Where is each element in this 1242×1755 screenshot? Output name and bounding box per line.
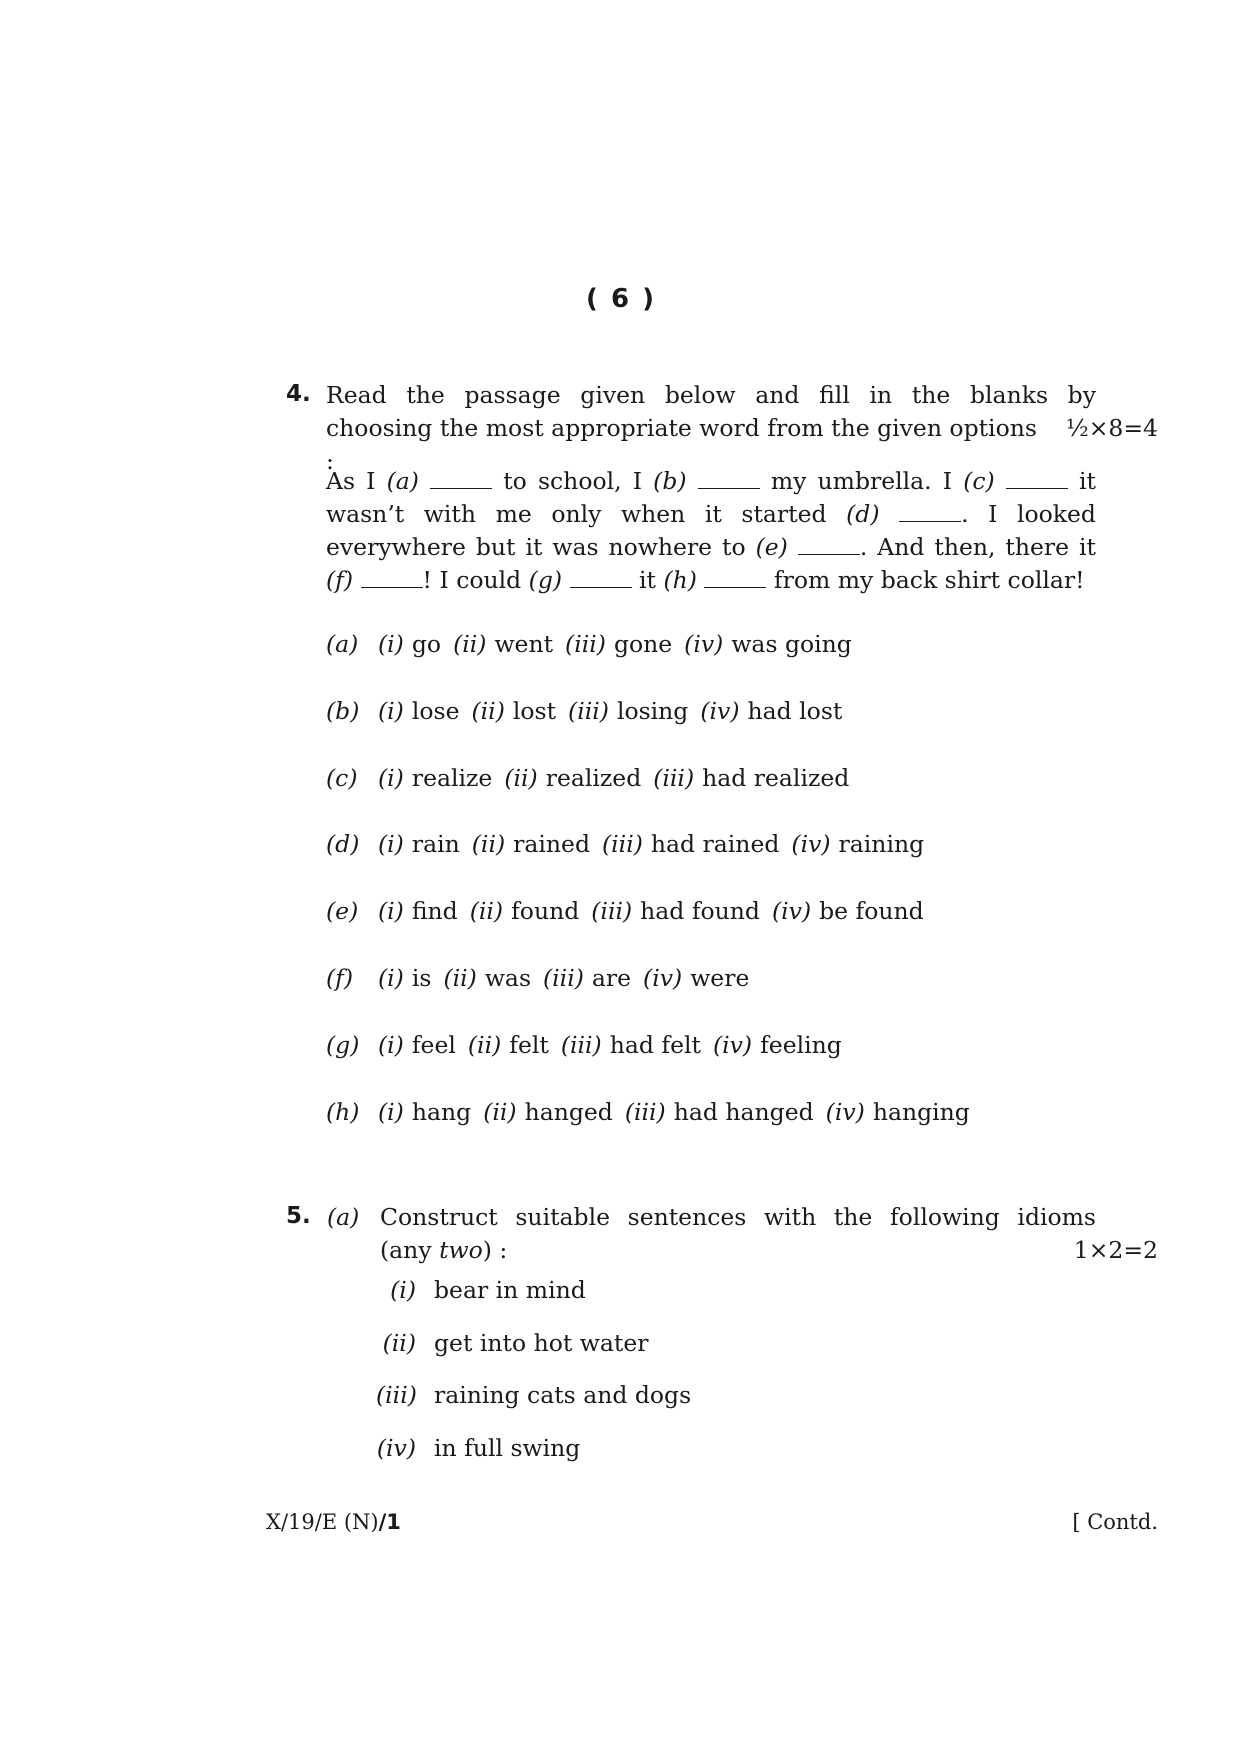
choice-number: (ii) — [453, 630, 487, 658]
choice-number: (iii) — [560, 1031, 602, 1059]
blank-label: (c) — [963, 467, 995, 495]
idiom-text: bear in mind — [434, 1276, 586, 1304]
choice-number: (ii) — [469, 897, 504, 925]
choice-number: (iii) — [565, 630, 606, 658]
choice-number: (ii) — [467, 1031, 502, 1059]
passage-text — [687, 467, 698, 495]
choice-word: were — [690, 964, 750, 992]
passage-text — [880, 500, 900, 528]
choice-word: hanging — [872, 1098, 970, 1126]
passage-text — [353, 566, 360, 594]
q4-number: 4. — [286, 381, 311, 407]
passage-text — [995, 467, 1006, 495]
option-row — [378, 1029, 854, 1062]
passage-text: it — [1067, 467, 1096, 495]
option-row — [378, 962, 761, 995]
choice-word: gone — [613, 630, 673, 658]
option-row — [378, 1096, 982, 1129]
fill-blank — [361, 568, 423, 588]
choice-word: realized — [545, 764, 642, 792]
continued-label: [ Contd. — [1072, 1510, 1158, 1534]
choice-number: (iv) — [712, 1031, 753, 1059]
passage-line — [326, 564, 1096, 597]
choice-number: (i) — [378, 964, 404, 992]
q4-marks: ½×8=4 — [1065, 414, 1158, 442]
choice-word: had found — [640, 897, 760, 925]
choice-word: raining — [838, 830, 925, 858]
option-label: (h) — [326, 1098, 360, 1126]
idiom-number: (iv) — [376, 1434, 416, 1462]
fill-blank — [698, 469, 760, 489]
fill-blank — [430, 469, 492, 489]
passage-text: from my back shirt collar! — [766, 566, 1085, 594]
q5-part-label: (a) — [327, 1203, 360, 1231]
option-label: (d) — [326, 830, 360, 858]
fill-blank — [570, 568, 632, 588]
passage-text — [788, 533, 798, 561]
passage-text: wasn’t with me only when it started — [326, 500, 847, 528]
choice-word: had rained — [650, 830, 780, 858]
fill-blank — [1006, 469, 1068, 489]
choice-number: (iii) — [591, 897, 633, 925]
passage-text: my umbrella. I — [759, 467, 964, 495]
passage-line — [326, 498, 1096, 531]
option-label: (c) — [326, 764, 358, 792]
choice-number: (i) — [378, 1031, 404, 1059]
blank-label: (f) — [326, 566, 354, 594]
choice-number: (iii) — [543, 964, 584, 992]
fill-blank — [899, 502, 961, 522]
choice-number: (iii) — [568, 697, 609, 725]
passage-text: ! I could — [422, 566, 529, 594]
choice-word: went — [494, 630, 554, 658]
option-label: (a) — [326, 630, 359, 658]
passage-line — [326, 465, 1096, 498]
choice-number: (iii) — [602, 830, 643, 858]
option-row — [378, 828, 936, 861]
choice-number: (iii) — [624, 1098, 666, 1126]
choice-number: (i) — [378, 830, 404, 858]
choice-number: (ii) — [504, 764, 538, 792]
passage-text: . I looked — [961, 500, 1096, 528]
passage-text: everywhere but it was nowhere to — [326, 533, 756, 561]
choice-word: was — [484, 964, 531, 992]
blank-label: (a) — [386, 467, 419, 495]
fill-blank — [798, 535, 860, 555]
choice-word: had hanged — [673, 1098, 814, 1126]
choice-number: (iv) — [643, 964, 683, 992]
passage-text — [697, 566, 704, 594]
choice-number: (iv) — [684, 630, 724, 658]
blank-label: (g) — [528, 566, 563, 594]
fill-blank — [704, 568, 766, 588]
q5-marks: 1×2=2 — [1073, 1236, 1158, 1264]
choice-word: be found — [819, 897, 924, 925]
blank-label: (h) — [663, 566, 697, 594]
q4-instruction-line2: choosing the most appropriate word from the given options : — [326, 414, 1037, 475]
choice-word: is — [411, 964, 432, 992]
option-row — [378, 695, 854, 728]
option-label: (f) — [326, 964, 354, 992]
choice-number: (iv) — [771, 897, 812, 925]
choice-word: feeling — [760, 1031, 842, 1059]
blank-label: (d) — [846, 500, 880, 528]
q5-instruction-line2: (any two) : — [380, 1236, 508, 1264]
blank-label: (b) — [653, 467, 687, 495]
choice-number: (iv) — [791, 830, 831, 858]
passage-text — [419, 467, 430, 495]
choice-word: had lost — [747, 697, 843, 725]
passage-text: As I — [326, 467, 387, 495]
idiom-text: in full swing — [434, 1434, 581, 1462]
idiom-text: raining cats and dogs — [434, 1381, 692, 1409]
choice-number: (iii) — [653, 764, 695, 792]
paper-code: X/19/E (N)/1 — [266, 1510, 401, 1534]
choice-word: realize — [411, 764, 493, 792]
choice-word: found — [511, 897, 580, 925]
choice-word: had realized — [702, 764, 850, 792]
option-label: (e) — [326, 897, 359, 925]
choice-word: rain — [411, 830, 460, 858]
choice-word: had felt — [609, 1031, 701, 1059]
choice-number: (i) — [378, 764, 404, 792]
choice-number: (ii) — [483, 1098, 517, 1126]
choice-word: rained — [513, 830, 590, 858]
choice-number: (i) — [378, 697, 404, 725]
option-row — [378, 762, 861, 795]
choice-word: was going — [731, 630, 852, 658]
choice-word: feel — [411, 1031, 456, 1059]
choice-word: go — [411, 630, 442, 658]
choice-word: losing — [616, 697, 689, 725]
blank-label: (e) — [755, 533, 788, 561]
choice-word: lose — [411, 697, 460, 725]
choice-number: (i) — [378, 630, 404, 658]
choice-word: find — [411, 897, 458, 925]
choice-word: hanged — [524, 1098, 613, 1126]
choice-number: (iv) — [825, 1098, 865, 1126]
choice-word: lost — [512, 697, 557, 725]
choice-number: (ii) — [471, 830, 506, 858]
option-label: (b) — [326, 697, 360, 725]
choice-number: (i) — [378, 897, 404, 925]
page-number: ( 6 ) — [586, 284, 656, 314]
idiom-number: (iii) — [376, 1381, 417, 1409]
passage-text — [562, 566, 569, 594]
passage-text: . And then, there it — [859, 533, 1096, 561]
idiom-text: get into hot water — [434, 1329, 649, 1357]
option-row — [378, 628, 864, 661]
idiom-number: (i) — [390, 1276, 416, 1304]
q5-instruction-line1: Construct suitable sentences with the following idioms — [380, 1203, 1096, 1231]
option-row — [378, 895, 936, 928]
choice-word: felt — [509, 1031, 549, 1059]
choice-word: are — [591, 964, 632, 992]
choice-number: (i) — [378, 1098, 404, 1126]
q4-instruction-line1: Read the passage given below and fill in the blanks by — [326, 381, 1096, 409]
choice-number: (ii) — [443, 964, 477, 992]
choice-word: hang — [411, 1098, 472, 1126]
q5-number: 5. — [286, 1203, 311, 1229]
choice-number: (ii) — [471, 697, 505, 725]
passage-line — [326, 531, 1096, 564]
q4-passage — [326, 465, 1096, 597]
option-label: (g) — [326, 1031, 360, 1059]
choice-number: (iv) — [700, 697, 740, 725]
passage-text: it — [631, 566, 664, 594]
idiom-number: (ii) — [382, 1329, 416, 1357]
passage-text: to school, I — [492, 467, 654, 495]
